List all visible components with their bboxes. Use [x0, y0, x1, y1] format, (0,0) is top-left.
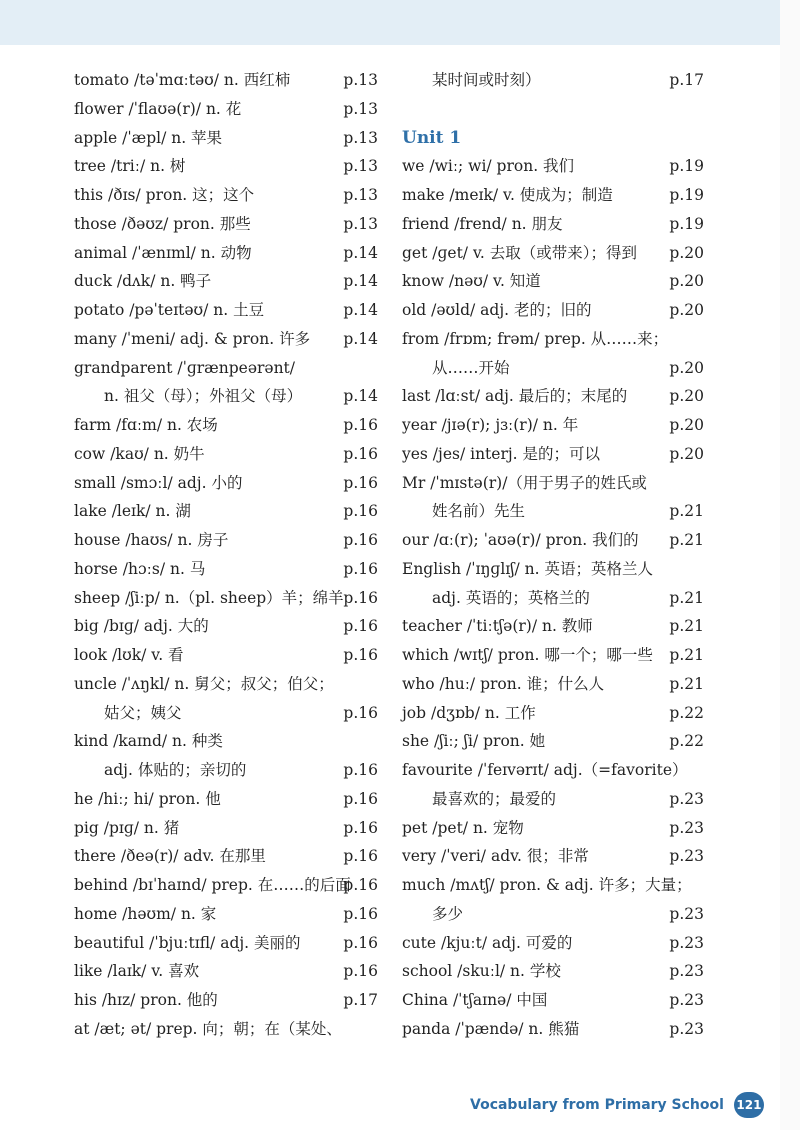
vocab-page-ref: p.16 [343, 703, 378, 722]
vocab-entry [402, 95, 704, 124]
vocab-entry [74, 497, 378, 526]
vocab-page-ref: p.16 [343, 962, 378, 981]
vocab-entry [402, 555, 704, 584]
vocab-entry [402, 986, 704, 1015]
vocab-word: cute /kjuːt/ adj. 可爱的 [402, 933, 573, 952]
vocab-entry [402, 152, 704, 181]
vocab-word: 从……开始 [432, 358, 510, 377]
vocab-entry [402, 239, 704, 268]
vocab-entry [74, 871, 378, 900]
vocab-entry [402, 727, 704, 756]
vocab-entry [74, 124, 378, 153]
vocab-word: small /smɔːl/ adj. 小的 [74, 473, 243, 492]
vocab-word: 姓名前）先生 [432, 502, 526, 521]
vocab-entry [402, 1015, 704, 1044]
vocab-word: sheep /ʃiːp/ n.（pl. sheep）羊；绵羊 [74, 588, 344, 607]
vocab-page-ref: p.14 [343, 301, 378, 319]
vocab-word: Mr /ˈmɪstə(r)/（用于男子的姓氏或 [402, 473, 647, 492]
vocab-entry [74, 382, 378, 411]
vocab-page-ref: p.23 [669, 991, 704, 1009]
vocab-page-ref: p.23 [669, 1019, 704, 1038]
vocab-word: who /huː/ pron. 谁；什么人 [402, 674, 605, 693]
vocab-page-ref: p.19 [669, 214, 704, 233]
vocab-word: tomato /təˈmɑːtəʊ/ n. 西红柿 [74, 71, 291, 89]
unit-title: Unit 1 [402, 127, 462, 148]
vocab-page-ref: p.16 [343, 904, 378, 923]
vocab-entry [74, 469, 378, 498]
vocab-word: uncle /ˈʌŋkl/ n. 舅父；叔父；伯父； [74, 674, 334, 693]
vocab-page-ref: p.14 [343, 272, 378, 291]
vocab-word: 多少 [432, 904, 464, 923]
vocab-entry [402, 641, 704, 670]
vocab-entry [74, 526, 378, 555]
vocab-word: look /lʊk/ v. 看 [74, 646, 184, 664]
vocab-entry [402, 469, 704, 498]
vocab-word: big /bɪɡ/ adj. 大的 [74, 617, 209, 636]
vocab-entry [402, 756, 704, 785]
vocab-page-ref: p.16 [343, 847, 378, 866]
unit-heading [402, 124, 704, 153]
top-header-band [0, 0, 780, 45]
vocab-entry [402, 210, 704, 239]
vocab-word: house /haʊs/ n. 房子 [74, 531, 229, 549]
vocab-page-ref: p.21 [669, 531, 704, 549]
vocab-word: grandparent /ˈɡrænpeərənt/ [74, 358, 296, 377]
vocab-page-ref: p.21 [669, 588, 704, 607]
vocab-word: China /ˈtʃaɪnə/ 中国 [402, 991, 548, 1009]
vocab-entry [402, 181, 704, 210]
vocab-entry [402, 440, 704, 469]
vocab-word: 最喜欢的；最爱的 [432, 789, 557, 808]
vocab-entry [402, 814, 704, 843]
vocab-word: very /ˈveri/ adv. 很；非常 [402, 847, 589, 866]
vocab-word: friend /frend/ n. 朋友 [402, 214, 563, 233]
vocab-entry [74, 411, 378, 440]
vocab-page-ref: p.14 [343, 329, 378, 348]
vocab-word: flower /ˈflaʊə(r)/ n. 花 [74, 99, 242, 118]
vocab-page-ref: p.19 [669, 186, 704, 204]
vocab-page-ref: p.13 [343, 71, 378, 89]
vocab-page-ref: p.17 [669, 71, 704, 89]
vocab-word: lake /leɪk/ n. 湖 [74, 502, 191, 521]
vocab-entry [74, 814, 378, 843]
vocab-entry [402, 66, 704, 95]
vocab-entry [402, 957, 704, 986]
vocab-page-ref: p.23 [669, 962, 704, 981]
vocab-word: year /jɪə(r); jɜː(r)/ n. 年 [402, 416, 579, 434]
vocab-word: old /əʊld/ adj. 老的；旧的 [402, 301, 592, 319]
vocab-entry [402, 325, 704, 354]
vocab-word: last /lɑːst/ adj. 最后的；末尾的 [402, 387, 628, 406]
vocab-word: kind /kaɪnd/ n. 种类 [74, 732, 223, 751]
vocab-entry [74, 95, 378, 124]
vocab-entry [402, 612, 704, 641]
vocab-page-ref: p.20 [669, 387, 704, 406]
vocab-entry [74, 325, 378, 354]
vocab-page-ref: p.16 [343, 531, 378, 549]
page-edge [780, 0, 800, 1130]
vocab-entry [74, 612, 378, 641]
vocab-word: duck /dʌk/ n. 鸭子 [74, 272, 212, 291]
vocab-word: apple /ˈæpl/ n. 苹果 [74, 128, 223, 147]
vocab-entry [74, 555, 378, 584]
vocab-entry [74, 929, 378, 958]
vocab-word: his /hɪz/ pron. 他的 [74, 991, 218, 1009]
vocab-entry [402, 670, 704, 699]
vocab-entry [74, 756, 378, 785]
vocab-word: cow /kaʊ/ n. 奶牛 [74, 444, 205, 463]
vocab-entry [402, 497, 704, 526]
vocab-page-ref: p.20 [669, 358, 704, 377]
vocab-word: yes /jes/ interj. 是的；可以 [402, 444, 601, 463]
vocab-word: know /nəʊ/ v. 知道 [402, 272, 541, 291]
vocab-word: school /skuːl/ n. 学校 [402, 962, 561, 981]
vocab-entry [402, 296, 704, 325]
vocab-entry [402, 526, 704, 555]
vocab-entry [74, 239, 378, 268]
vocab-entry [74, 670, 378, 699]
vocab-page-ref: p.16 [343, 559, 378, 578]
vocab-page-ref: p.20 [669, 301, 704, 319]
vocab-entry [402, 584, 704, 613]
vocab-page-ref: p.22 [669, 732, 704, 751]
vocab-word: English /ˈɪŋɡlɪʃ/ n. 英语；英格兰人 [402, 559, 653, 578]
vocab-page-ref: p.13 [343, 99, 378, 118]
vocab-entry [74, 440, 378, 469]
vocab-entry [402, 900, 704, 929]
vocab-entry [74, 296, 378, 325]
vocab-page-ref: p.16 [343, 933, 378, 952]
page-number-badge: 121 [734, 1092, 764, 1118]
vocab-page-ref: p.14 [343, 243, 378, 262]
vocab-page-ref: p.16 [343, 502, 378, 521]
vocab-page-ref: p.23 [669, 818, 704, 837]
vocab-page-ref: p.14 [343, 387, 378, 406]
vocab-entry [402, 929, 704, 958]
vocab-page-ref: p.17 [343, 991, 378, 1009]
vocab-word: our /ɑː(r); ˈaʊə(r)/ pron. 我们的 [402, 531, 639, 549]
vocab-entry [74, 699, 378, 728]
vocab-entry [74, 584, 378, 613]
vocab-word: make /meɪk/ v. 使成为；制造 [402, 186, 613, 204]
vocab-word: behind /bɪˈhaɪnd/ prep. 在……的后面 [74, 876, 351, 894]
vocab-word: horse /hɔːs/ n. 马 [74, 559, 206, 578]
vocab-entry [74, 152, 378, 181]
vocab-page-ref: p.16 [343, 588, 378, 607]
vocab-entry [74, 354, 378, 383]
vocab-page-ref: p.21 [669, 617, 704, 636]
vocab-word: tree /triː/ n. 树 [74, 157, 186, 176]
vocab-entry [74, 66, 378, 95]
vocab-page-ref: p.16 [343, 818, 378, 837]
vocab-entry [74, 1015, 378, 1044]
vocab-word: there /ðeə(r)/ adv. 在那里 [74, 847, 266, 866]
vocab-word: she /ʃiː; ʃi/ pron. 她 [402, 732, 546, 751]
vocab-entry [74, 900, 378, 929]
vocab-word: potato /pəˈteɪtəʊ/ n. 土豆 [74, 301, 265, 319]
footer-title: Vocabulary from Primary School [470, 1097, 724, 1113]
vocab-word: many /ˈmeni/ adj. & pron. 许多 [74, 329, 311, 348]
vocab-entry [402, 354, 704, 383]
vocab-entry [402, 699, 704, 728]
vocab-entry [402, 842, 704, 871]
vocab-word: panda /ˈpændə/ n. 熊猫 [402, 1019, 580, 1038]
vocab-word: beautiful /ˈbjuːtɪfl/ adj. 美丽的 [74, 933, 301, 952]
vocab-entry [402, 871, 704, 900]
vocab-page-ref: p.16 [343, 444, 378, 463]
vocab-word: at /æt; ət/ prep. 向；朝；在（某处、 [74, 1019, 342, 1038]
vocab-word: favourite /ˈfeɪvərɪt/ adj.（=favorite） [402, 761, 688, 779]
vocab-page-ref: p.21 [669, 674, 704, 693]
vocab-entry [402, 382, 704, 411]
vocab-entry [74, 267, 378, 296]
vocab-word: n. 祖父（母）；外祖父（母） [104, 387, 303, 406]
vocab-word: job /dʒɒb/ n. 工作 [402, 703, 536, 722]
vocab-page-ref: p.19 [669, 157, 704, 176]
vocab-word: animal /ˈænɪml/ n. 动物 [74, 243, 252, 262]
vocab-word: like /laɪk/ v. 喜欢 [74, 962, 200, 981]
vocab-page-ref: p.20 [669, 416, 704, 434]
vocab-entry [402, 411, 704, 440]
vocab-page-ref: p.23 [669, 789, 704, 808]
vocab-entry [74, 986, 378, 1015]
vocab-column-right [402, 66, 704, 1044]
vocab-page-ref: p.13 [343, 128, 378, 147]
vocab-word: this /ðɪs/ pron. 这；这个 [74, 186, 255, 204]
vocab-page-ref: p.23 [669, 933, 704, 952]
vocab-page-ref: p.20 [669, 243, 704, 262]
vocab-word: farm /fɑːm/ n. 农场 [74, 416, 218, 434]
vocab-word: adj. 英语的；英格兰的 [432, 588, 590, 607]
vocab-entry [74, 785, 378, 814]
vocab-word: much /mʌtʃ/ pron. & adj. 许多；大量； [402, 876, 692, 894]
vocab-page-ref: p.22 [669, 703, 704, 722]
vocab-word: those /ðəʊz/ pron. 那些 [74, 214, 251, 233]
vocab-word: which /wɪtʃ/ pron. 哪一个；哪一些 [402, 646, 653, 664]
vocab-word: we /wiː; wi/ pron. 我们 [402, 157, 575, 176]
vocab-entry [74, 727, 378, 756]
vocab-word: he /hiː; hi/ pron. 他 [74, 789, 221, 808]
vocab-page-ref: p.16 [343, 416, 378, 434]
vocab-word: home /həʊm/ n. 家 [74, 904, 217, 923]
vocab-entry [74, 842, 378, 871]
vocab-entry [74, 641, 378, 670]
vocab-page-ref: p.16 [343, 876, 378, 894]
vocab-word: 某时间或时刻） [432, 71, 541, 89]
vocab-word: get /ɡet/ v. 去取（或带来）；得到 [402, 243, 637, 262]
vocab-page-ref: p.16 [343, 789, 378, 808]
vocab-page-ref: p.16 [343, 473, 378, 492]
vocab-column-left [74, 66, 378, 1044]
vocab-entry [402, 267, 704, 296]
vocab-word: teacher /ˈtiːtʃə(r)/ n. 教师 [402, 617, 593, 636]
vocab-word: pet /pet/ n. 宠物 [402, 818, 524, 837]
vocab-entry [402, 785, 704, 814]
vocab-page-ref: p.21 [669, 502, 704, 521]
vocab-page-ref: p.21 [669, 646, 704, 664]
vocab-word: 姑父；姨父 [104, 703, 182, 722]
page-footer [470, 1090, 764, 1120]
vocab-page-ref: p.13 [343, 157, 378, 176]
vocab-page-ref: p.16 [343, 617, 378, 636]
vocab-page-ref: p.20 [669, 272, 704, 291]
vocab-page-ref: p.23 [669, 904, 704, 923]
vocab-word: from /frɒm; frəm/ prep. 从……来； [402, 329, 669, 348]
vocab-word: pig /pɪɡ/ n. 猪 [74, 818, 180, 837]
vocab-entry [74, 957, 378, 986]
vocab-entry [74, 181, 378, 210]
vocab-page-ref: p.20 [669, 444, 704, 463]
vocab-page-ref: p.23 [669, 847, 704, 866]
vocab-page-ref: p.13 [343, 186, 378, 204]
vocab-page-ref: p.16 [343, 646, 378, 664]
vocab-page-ref: p.13 [343, 214, 378, 233]
vocab-page-ref: p.16 [343, 761, 378, 779]
vocab-entry [74, 210, 378, 239]
vocab-word: adj. 体贴的；亲切的 [104, 761, 247, 779]
